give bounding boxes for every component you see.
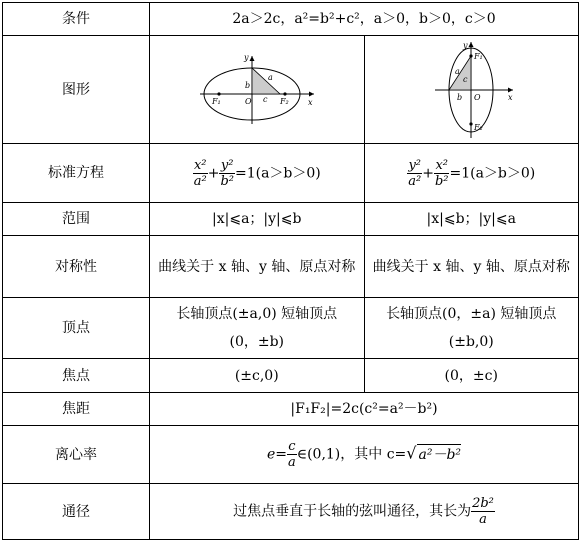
horizontal-ellipse-diagram xyxy=(192,50,322,130)
svg-text:y: y xyxy=(243,52,249,62)
label-standard-equation: 标准方程 xyxy=(3,144,150,203)
equation-vertical: $\frac{\text{y²}}{\text{a²}}$ + $\frac{\text{x²}}{\text{b²}}$ =1(a＞b＞0) xyxy=(364,144,579,203)
label-vertex: 顶点 xyxy=(3,298,150,359)
svg-text:F₁: F₁ xyxy=(211,96,221,106)
svg-text:y: y xyxy=(463,40,468,50)
row-conditions xyxy=(3,3,579,36)
row-range xyxy=(3,203,579,236)
svg-text:x: x xyxy=(307,97,313,107)
label-focal-distance: 焦距 xyxy=(3,393,150,426)
row-eccentricity xyxy=(3,426,579,484)
svg-text:O: O xyxy=(474,92,481,102)
label-conditions: 条件 xyxy=(3,3,150,36)
figure-horizontal-ellipse xyxy=(150,36,365,144)
svg-text:O: O xyxy=(244,96,252,106)
svg-text:c: c xyxy=(262,94,268,104)
svg-text:a: a xyxy=(267,72,273,82)
vertex-horizontal: 长轴顶点(±a,0) 短轴顶点(0，±b) xyxy=(176,306,338,350)
label-focus: 焦点 xyxy=(3,359,150,393)
svg-text:F₂: F₂ xyxy=(279,96,289,106)
row-latus-rectum xyxy=(3,484,579,540)
svg-text:c: c xyxy=(463,74,468,84)
range-horizontal: |x|⩽a；|y|⩽b xyxy=(150,203,365,236)
value-latus-rectum: 过焦点垂直于长轴的弦叫通径，其长为 $\frac{\text{2b²}}{a}$ xyxy=(150,484,579,540)
figure-vertical-ellipse xyxy=(364,36,579,144)
row-focus xyxy=(3,359,579,393)
ellipse-properties-table xyxy=(2,2,579,540)
vertex-vertical: 长轴顶点(0，±a) 短轴顶点(±b,0) xyxy=(386,306,557,350)
vertical-ellipse-diagram xyxy=(421,40,521,140)
svg-text:F₂: F₂ xyxy=(474,122,484,132)
value-conditions: 2a＞2c，a²=b²+c²，a＞0，b＞0，c＞0 xyxy=(150,3,579,36)
svg-text:a: a xyxy=(455,66,461,76)
label-latus-rectum: 通径 xyxy=(3,484,150,540)
focus-vertical: (0，±c) xyxy=(364,359,579,393)
value-eccentricity: e= $\frac{c}{a}$ ∈(0,1)，其中 c=√ a²－b² xyxy=(150,426,579,484)
focus-horizontal: (±c,0) xyxy=(150,359,365,393)
row-vertex xyxy=(3,298,579,359)
svg-text:F₁: F₁ xyxy=(474,51,484,61)
label-range: 范围 xyxy=(3,203,150,236)
range-vertical: |x|⩽b；|y|⩽a xyxy=(364,203,579,236)
svg-text:b: b xyxy=(244,80,250,90)
value-focal-distance: |F₁F₂|=2c(c²=a²－b²) xyxy=(150,393,579,426)
label-figure: 图形 xyxy=(3,36,150,144)
row-symmetry xyxy=(3,236,579,298)
row-figure xyxy=(3,36,579,144)
label-symmetry: 对称性 xyxy=(3,236,150,298)
symmetry-horizontal: 曲线关于 x 轴、y 轴、原点对称 xyxy=(158,258,356,275)
symmetry-vertical: 曲线关于 x 轴、y 轴、原点对称 xyxy=(372,258,570,275)
label-eccentricity: 离心率 xyxy=(3,426,150,484)
svg-text:x: x xyxy=(508,92,513,102)
equation-horizontal: $\frac{\text{x²}}{\text{a²}}$ + $\frac{\text{y²}}{\text{b²}}$ =1(a＞b＞0) xyxy=(150,144,365,203)
svg-text:b: b xyxy=(457,92,463,102)
row-standard-equation xyxy=(3,144,579,203)
row-focal-distance xyxy=(3,393,579,426)
